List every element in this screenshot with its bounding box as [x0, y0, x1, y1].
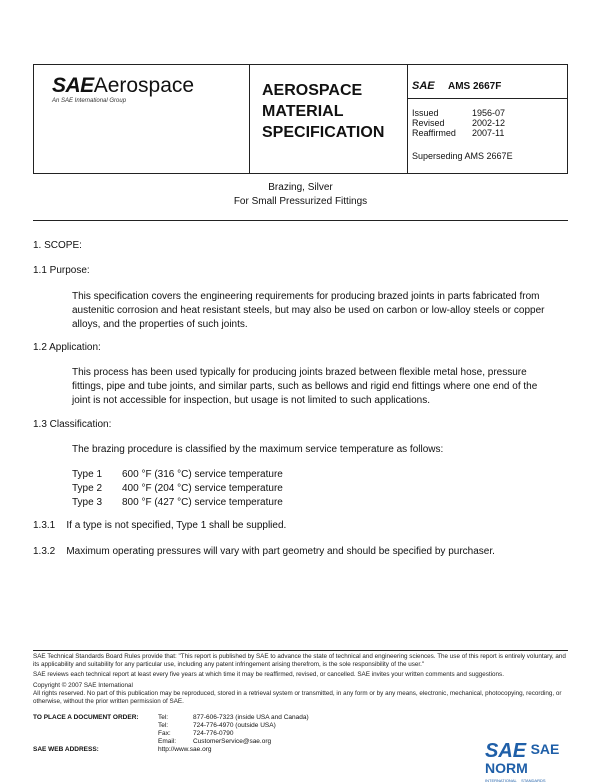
type-row: Type 1 600 °F (316 °C) service temperature: [72, 469, 283, 480]
scope-heading: 1. SCOPE:: [33, 240, 82, 251]
classification-heading: 1.3 Classification:: [33, 419, 112, 430]
title-rule: [33, 220, 568, 221]
purpose-text: This specification covers the engineering requirements for producing brazed joints in parts fabricated from austenitic corrosion and heat resistant steels, but may also be used on carbon or low-alloy steels or copper alloys, and the properties of such joints.: [72, 291, 545, 330]
phone-link[interactable]: 877-606-7323 (inside USA and Canada): [193, 714, 309, 721]
fax-number: 724-776-0790: [193, 730, 234, 737]
footer-rights-text: All rights reserved. No part of this publication may be reproduced, stored in a retrieval system or transmitted, in any form or by any means, electronic, mechanical, photocopying, recording, or otherwise, without the prior written permission of SAE.: [33, 690, 562, 705]
header-divider-1: [249, 65, 250, 173]
spec-title: AEROSPACE MATERIAL SPECIFICATION: [262, 82, 385, 141]
type-list: [72, 468, 283, 510]
footer-rule: [33, 650, 568, 651]
document-title: Brazing, Silver For Small Pressurized Fittings: [233, 182, 368, 207]
email-link[interactable]: CustomerService@sae.org: [193, 738, 272, 745]
type-row: Type 2 400 °F (204 °C) service temperature: [72, 483, 283, 494]
section-1-3-1: 1.3.1 If a type is not specified, Type 1 shall be supplied.: [33, 520, 287, 531]
application-text: This process has been used typically for producing joints brazed between flexible metal hose, pressure fittings, pipe and tube joints, and similar parts, such as bellows and rigid end fittings where one end of the joint is not accessible for inspection, but usage is not limited to such applications.: [72, 367, 538, 406]
type-row: Type 3 800 °F (427 °C) service temperature: [72, 497, 283, 508]
header-divider-2: [407, 65, 408, 173]
application-heading: 1.2 Application:: [33, 342, 101, 353]
logo-tagline: An SAE International Group: [52, 98, 127, 104]
ams-divider: [407, 98, 567, 99]
superseding-note: Superseding AMS 2667E: [412, 151, 513, 161]
web-link[interactable]: http://www.sae.org: [158, 746, 212, 753]
footer-copyright: Copyright © 2007 SAE International: [33, 682, 133, 689]
classification-text: The brazing procedure is classified by the maximum service temperature as follows:: [72, 444, 444, 455]
section-1-3-2: 1.3.2 Maximum operating pressures will vary with part geometry and should be specified by purchaser.: [33, 546, 495, 557]
phone-link[interactable]: 724-776-4970 (outside USA): [193, 722, 276, 729]
footer-rules-text: SAE Technical Standards Board Rules provide that: "This report is published by SAE to advance the state of technical and engineering sciences. The use of this report is entirely voluntary, and its applicability and suitability for any particular use, including any patent infringement arising therefrom, is the sole responsibility of the user.": [33, 653, 566, 668]
footer-review-text: SAE reviews each technical report at least every five years at which time it may be reaffirmed, revised, or cancelled. SAE invites your written comments and suggestions.: [33, 671, 504, 678]
sae-small-logo: SAE: [412, 80, 435, 92]
date-block: Issued 1956-07 Revised 2002-12 Reaffirmed 2007-11: [412, 108, 506, 138]
sae-aerospace-logo: SAEAerospace: [52, 74, 195, 97]
ams-number: AMS 2667F: [448, 81, 502, 92]
sae-norm-logo: SAE SAE NORM INTERNATIONAL STANDARDS: [485, 740, 560, 783]
purpose-heading: 1.1 Purpose:: [33, 265, 90, 276]
